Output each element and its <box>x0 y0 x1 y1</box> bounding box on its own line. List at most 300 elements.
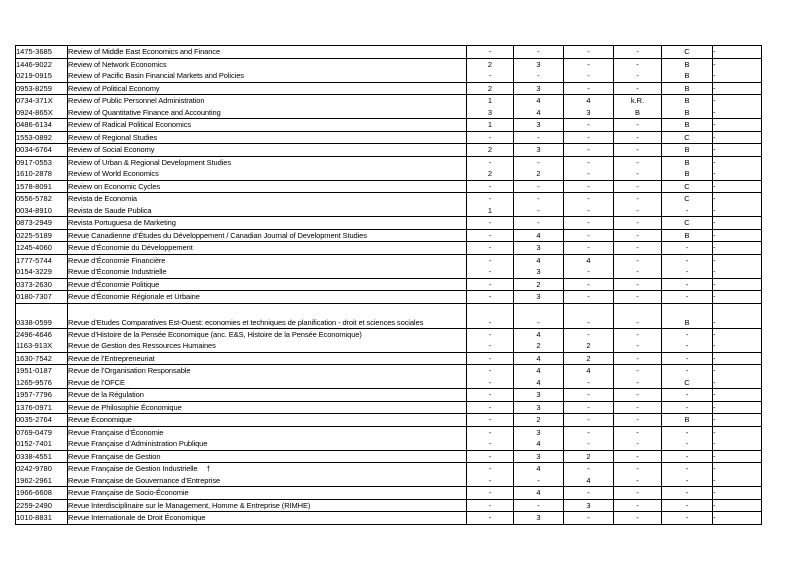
rating-5-cell: B <box>662 144 713 157</box>
journal-name-cell: Review of Social Economy <box>68 144 467 157</box>
rating-3-cell: - <box>564 487 614 500</box>
journal-name-cell: Review of Regional Studies <box>68 131 467 144</box>
rating-5-cell: - <box>662 254 713 266</box>
issn-cell: 0180-7307 <box>16 291 68 304</box>
issn-cell: 0734-371X <box>16 95 68 107</box>
issn-cell: 1245-4060 <box>16 242 68 255</box>
rating-1-cell: 2 <box>467 168 514 180</box>
issn-cell: 0917-0553 <box>16 156 68 168</box>
journal-name-cell: Revue de Philosophie Économique <box>68 401 467 414</box>
rating-3-cell: - <box>564 512 614 525</box>
rating-3-cell: - <box>564 291 614 304</box>
issn-cell: 0953-8259 <box>16 82 68 95</box>
rating-5-cell: - <box>662 426 713 438</box>
rating-2-cell: 4 <box>514 328 564 340</box>
rating-1-cell: - <box>467 352 514 365</box>
rating-5-cell: B <box>662 303 713 328</box>
rating-5-cell: C <box>662 46 713 59</box>
rating-1-cell: 1 <box>467 119 514 132</box>
rating-1-cell: - <box>467 512 514 525</box>
rating-5-cell: - <box>662 365 713 377</box>
rating-2-cell: 4 <box>514 365 564 377</box>
rating-3-cell: - <box>564 389 614 402</box>
table-row <box>16 58 762 70</box>
issn-cell: 0219-0915 <box>16 70 68 82</box>
rating-5-cell: B <box>662 58 713 70</box>
rating-1-cell: - <box>467 156 514 168</box>
rating-2-cell: - <box>514 499 564 512</box>
rating-6-cell: - <box>713 58 762 70</box>
issn-cell: 0035-2764 <box>16 414 68 427</box>
rating-4-cell: - <box>614 463 662 475</box>
rating-6-cell: - <box>713 70 762 82</box>
rating-6-cell: - <box>713 499 762 512</box>
rating-1-cell: - <box>467 365 514 377</box>
table-row <box>16 303 762 328</box>
issn-cell: 2259-2490 <box>16 499 68 512</box>
table-row <box>16 365 762 377</box>
issn-cell: 1163-913X <box>16 340 68 352</box>
journal-name-cell: Revue d’Économie Industrielle <box>68 266 467 278</box>
rating-6-cell: - <box>713 414 762 427</box>
rating-3-cell: - <box>564 328 614 340</box>
journal-name-cell: Revista de Saude Publica <box>68 205 467 217</box>
rating-6-cell: - <box>713 144 762 157</box>
issn-cell: 1610-2878 <box>16 168 68 180</box>
rating-1-cell: - <box>467 475 514 487</box>
rating-4-cell: - <box>614 475 662 487</box>
issn-cell: 1957-7796 <box>16 389 68 402</box>
rating-4-cell: - <box>614 414 662 427</box>
rating-1-cell: 2 <box>467 82 514 95</box>
rating-4-cell: - <box>614 365 662 377</box>
rating-4-cell: - <box>614 193 662 205</box>
rating-1-cell: - <box>467 180 514 193</box>
journal-name-cell: Revue de Gestion des Ressources Humaines <box>68 340 467 352</box>
rating-3-cell: - <box>564 426 614 438</box>
rating-4-cell: - <box>614 168 662 180</box>
rating-4-cell: - <box>614 217 662 230</box>
issn-cell: 1777-5744 <box>16 254 68 266</box>
journal-name-cell: Review of Radical Political Economics <box>68 119 467 132</box>
table-row <box>16 107 762 119</box>
rating-4-cell: - <box>614 254 662 266</box>
rating-5-cell: - <box>662 438 713 450</box>
rating-6-cell: - <box>713 426 762 438</box>
issn-cell: 1010-8831 <box>16 512 68 525</box>
issn-cell: 0034-8910 <box>16 205 68 217</box>
table-row <box>16 229 762 242</box>
issn-cell: 0154-3229 <box>16 266 68 278</box>
rating-5-cell: C <box>662 193 713 205</box>
rating-4-cell: - <box>614 377 662 389</box>
rating-5-cell: - <box>662 487 713 500</box>
rating-5-cell: B <box>662 156 713 168</box>
table-row <box>16 70 762 82</box>
rating-4-cell: - <box>614 82 662 95</box>
rating-1-cell: - <box>467 328 514 340</box>
rating-1-cell: - <box>467 438 514 450</box>
table-row <box>16 426 762 438</box>
rating-3-cell: - <box>564 46 614 59</box>
rating-3-cell: - <box>564 144 614 157</box>
rating-6-cell: - <box>713 217 762 230</box>
rating-3-cell: - <box>564 180 614 193</box>
journal-name-cell: Revue de l’Entrepreneuriat <box>68 352 467 365</box>
rating-6-cell: - <box>713 377 762 389</box>
journal-name-cell: Revue d’Économie Financière <box>68 254 467 266</box>
rating-2-cell: - <box>514 131 564 144</box>
journal-name-cell: Review of Urban & Regional Development Studies <box>68 156 467 168</box>
rating-5-cell: - <box>662 389 713 402</box>
issn-cell: 0373-2630 <box>16 278 68 291</box>
rating-6-cell: - <box>713 266 762 278</box>
rating-1-cell: - <box>467 193 514 205</box>
rating-5-cell: B <box>662 229 713 242</box>
rating-1-cell: - <box>467 401 514 414</box>
rating-3-cell: 4 <box>564 365 614 377</box>
journal-name-cell: Revue de l’OFCE <box>68 377 467 389</box>
table-row <box>16 291 762 304</box>
rating-1-cell: - <box>467 450 514 463</box>
rating-4-cell: - <box>614 70 662 82</box>
rating-3-cell: 2 <box>564 352 614 365</box>
rating-2-cell: 4 <box>514 95 564 107</box>
rating-3-cell: - <box>564 303 614 328</box>
rating-6-cell: - <box>713 242 762 255</box>
rating-3-cell: 3 <box>564 107 614 119</box>
rating-2-cell: - <box>514 46 564 59</box>
rating-4-cell: - <box>614 426 662 438</box>
table-row <box>16 131 762 144</box>
journal-name-cell: Review of Public Personnel Administration <box>68 95 467 107</box>
rating-3-cell: 3 <box>564 499 614 512</box>
rating-2-cell: - <box>514 205 564 217</box>
rating-2-cell: 4 <box>514 463 564 475</box>
rating-4-cell: - <box>614 46 662 59</box>
issn-cell: 1966-6608 <box>16 487 68 500</box>
rating-6-cell: - <box>713 107 762 119</box>
journal-name-cell: Revue Française d’Administration Publique <box>68 438 467 450</box>
journal-name-cell: Review on Economic Cycles <box>68 180 467 193</box>
journal-name-cell: Revue Française de Gestion Industrielle † <box>68 463 467 475</box>
rating-2-cell: 2 <box>514 414 564 427</box>
rating-1-cell: - <box>467 217 514 230</box>
rating-2-cell: 3 <box>514 291 564 304</box>
rating-1-cell: - <box>467 242 514 255</box>
rating-4-cell: - <box>614 229 662 242</box>
rating-3-cell: - <box>564 205 614 217</box>
rating-6-cell: - <box>713 438 762 450</box>
table-row <box>16 450 762 463</box>
rating-2-cell: 4 <box>514 254 564 266</box>
rating-6-cell: - <box>713 278 762 291</box>
journal-name-cell: Review of Pacific Basin Financial Markets and Policies <box>68 70 467 82</box>
rating-1-cell: - <box>467 340 514 352</box>
rating-6-cell: - <box>713 95 762 107</box>
issn-cell: 0152-7401 <box>16 438 68 450</box>
rating-5-cell: B <box>662 107 713 119</box>
rating-4-cell: - <box>614 389 662 402</box>
journal-name-cell: Revue de la Régulation <box>68 389 467 402</box>
table-row <box>16 217 762 230</box>
issn-cell: 1553-0892 <box>16 131 68 144</box>
rating-1-cell: - <box>467 377 514 389</box>
rating-1-cell: - <box>467 303 514 328</box>
rating-6-cell: - <box>713 512 762 525</box>
rating-1-cell: - <box>467 70 514 82</box>
rating-4-cell: B <box>614 107 662 119</box>
journal-name-cell: Revue d’Économie Politique <box>68 278 467 291</box>
rating-4-cell: - <box>614 352 662 365</box>
rating-4-cell: - <box>614 328 662 340</box>
table-row <box>16 487 762 500</box>
rating-2-cell: 3 <box>514 401 564 414</box>
rating-5-cell: - <box>662 401 713 414</box>
table-row <box>16 266 762 278</box>
rating-3-cell: - <box>564 156 614 168</box>
rating-5-cell: B <box>662 95 713 107</box>
rating-3-cell: - <box>564 119 614 132</box>
rating-6-cell: - <box>713 205 762 217</box>
rating-2-cell: 3 <box>514 426 564 438</box>
rating-1-cell: 3 <box>467 107 514 119</box>
journal-name-cell: Revue d’Etudes Comparatives Est-Ouest: economies et techniques de planification - droit et sciences sociales <box>68 303 467 328</box>
rating-4-cell: - <box>614 340 662 352</box>
rating-4-cell: - <box>614 242 662 255</box>
dagger-marker: † <box>206 464 211 474</box>
issn-cell: 0242-9780 <box>16 463 68 475</box>
rating-5-cell: - <box>662 291 713 304</box>
table-row <box>16 328 762 340</box>
rating-4-cell: - <box>614 438 662 450</box>
journal-name-cell: Review of Political Economy <box>68 82 467 95</box>
rating-2-cell: - <box>514 303 564 328</box>
rating-3-cell: - <box>564 58 614 70</box>
rating-5-cell: B <box>662 70 713 82</box>
rating-3-cell: - <box>564 401 614 414</box>
rating-1-cell: 2 <box>467 58 514 70</box>
rating-6-cell: - <box>713 450 762 463</box>
rating-2-cell: 4 <box>514 377 564 389</box>
issn-cell: 0034-6764 <box>16 144 68 157</box>
issn-cell: 1578-8091 <box>16 180 68 193</box>
rating-1-cell: - <box>467 426 514 438</box>
rating-3-cell: 2 <box>564 340 614 352</box>
journal-table-body <box>16 46 762 525</box>
journal-name-cell: Revue d’Histoire de la Pensée Economique (anc. E&S, Histoire de la Pensée Economique) <box>68 328 467 340</box>
table-row <box>16 82 762 95</box>
rating-1-cell: 2 <box>467 144 514 157</box>
journal-name-cell: Review of World Economics <box>68 168 467 180</box>
issn-cell: 0338-0599 <box>16 303 68 328</box>
rating-1-cell: 1 <box>467 95 514 107</box>
journal-name-cell: Revue Internationale de Droit Économique <box>68 512 467 525</box>
rating-6-cell: - <box>713 291 762 304</box>
rating-4-cell: - <box>614 450 662 463</box>
rating-3-cell: - <box>564 242 614 255</box>
rating-6-cell: - <box>713 193 762 205</box>
rating-6-cell: - <box>713 119 762 132</box>
issn-cell: 0769-0479 <box>16 426 68 438</box>
rating-3-cell: 4 <box>564 475 614 487</box>
rating-6-cell: - <box>713 352 762 365</box>
table-row <box>16 242 762 255</box>
issn-cell: 0225-5189 <box>16 229 68 242</box>
rating-2-cell: 3 <box>514 119 564 132</box>
rating-5-cell: C <box>662 377 713 389</box>
rating-6-cell: - <box>713 487 762 500</box>
rating-5-cell: C <box>662 180 713 193</box>
journal-name-cell: Revue d’Économie Régionale et Urbaine <box>68 291 467 304</box>
issn-cell: 1951-0187 <box>16 365 68 377</box>
rating-2-cell: - <box>514 475 564 487</box>
table-row <box>16 95 762 107</box>
table-row <box>16 144 762 157</box>
rating-6-cell: - <box>713 475 762 487</box>
rating-4-cell: - <box>614 58 662 70</box>
table-row <box>16 46 762 59</box>
issn-cell: 0924-865X <box>16 107 68 119</box>
rating-5-cell: - <box>662 328 713 340</box>
journal-name-cell: Revista Portuguesa de Marketing <box>68 217 467 230</box>
table-row <box>16 389 762 402</box>
rating-3-cell: - <box>564 266 614 278</box>
rating-1-cell: - <box>467 46 514 59</box>
journal-name-cell: Revista de Economia <box>68 193 467 205</box>
rating-5-cell: - <box>662 450 713 463</box>
table-row <box>16 119 762 132</box>
rating-2-cell: 2 <box>514 340 564 352</box>
rating-2-cell: 4 <box>514 438 564 450</box>
journal-name-cell: Revue Économique <box>68 414 467 427</box>
rating-6-cell: - <box>713 340 762 352</box>
table-row <box>16 352 762 365</box>
rating-2-cell: - <box>514 217 564 230</box>
journal-name-cell: Revue Française de Gouvernance d’Entreprise <box>68 475 467 487</box>
rating-3-cell: - <box>564 414 614 427</box>
rating-5-cell: - <box>662 352 713 365</box>
journal-name-cell: Revue Française d’Économie <box>68 426 467 438</box>
rating-4-cell: - <box>614 512 662 525</box>
rating-6-cell: - <box>713 46 762 59</box>
rating-3-cell: - <box>564 131 614 144</box>
rating-6-cell: - <box>713 254 762 266</box>
issn-cell: 1475-3685 <box>16 46 68 59</box>
rating-5-cell: B <box>662 168 713 180</box>
rating-4-cell: - <box>614 266 662 278</box>
rating-5-cell: - <box>662 463 713 475</box>
rating-4-cell: - <box>614 291 662 304</box>
rating-2-cell: 4 <box>514 352 564 365</box>
rating-6-cell: - <box>713 303 762 328</box>
rating-3-cell: - <box>564 70 614 82</box>
issn-cell: 0486-6134 <box>16 119 68 132</box>
table-row <box>16 340 762 352</box>
rating-6-cell: - <box>713 156 762 168</box>
rating-2-cell: 3 <box>514 58 564 70</box>
rating-2-cell: 3 <box>514 82 564 95</box>
rating-5-cell: B <box>662 119 713 132</box>
rating-1-cell: - <box>467 266 514 278</box>
rating-1-cell: - <box>467 487 514 500</box>
rating-2-cell: - <box>514 180 564 193</box>
table-row <box>16 401 762 414</box>
rating-6-cell: - <box>713 180 762 193</box>
journal-name-cell: Revue Française de Socio-Économie <box>68 487 467 500</box>
journal-name-cell: Revue Canadienne d’Études du Développement / Canadian Journal of Development Studies <box>68 229 467 242</box>
rating-4-cell: - <box>614 487 662 500</box>
rating-6-cell: - <box>713 401 762 414</box>
rating-1-cell: - <box>467 499 514 512</box>
rating-4-cell: k.R. <box>614 95 662 107</box>
table-row <box>16 156 762 168</box>
rating-4-cell: - <box>614 144 662 157</box>
rating-3-cell: - <box>564 168 614 180</box>
issn-cell: 1446-9022 <box>16 58 68 70</box>
journal-name-cell: Review of Network Economics <box>68 58 467 70</box>
issn-cell: 1376-0971 <box>16 401 68 414</box>
rating-2-cell: 3 <box>514 512 564 525</box>
rating-1-cell: - <box>467 389 514 402</box>
rating-3-cell: - <box>564 82 614 95</box>
journal-ranking-table <box>15 45 762 525</box>
rating-3-cell: - <box>564 438 614 450</box>
table-row <box>16 278 762 291</box>
rating-2-cell: - <box>514 70 564 82</box>
rating-3-cell: - <box>564 377 614 389</box>
issn-cell: 1265-9576 <box>16 377 68 389</box>
rating-6-cell: - <box>713 131 762 144</box>
rating-1-cell: - <box>467 463 514 475</box>
rating-5-cell: C <box>662 217 713 230</box>
table-row <box>16 499 762 512</box>
rating-2-cell: 2 <box>514 168 564 180</box>
rating-2-cell: 3 <box>514 242 564 255</box>
rating-2-cell: - <box>514 193 564 205</box>
rating-5-cell: - <box>662 205 713 217</box>
rating-5-cell: - <box>662 512 713 525</box>
table-row <box>16 168 762 180</box>
journal-name-cell: Revue Française de Gestion <box>68 450 467 463</box>
rating-1-cell: - <box>467 254 514 266</box>
rating-6-cell: - <box>713 389 762 402</box>
issn-cell: 0873-2949 <box>16 217 68 230</box>
rating-1-cell: 1 <box>467 205 514 217</box>
rating-3-cell: 4 <box>564 254 614 266</box>
rating-5-cell: - <box>662 242 713 255</box>
rating-6-cell: - <box>713 328 762 340</box>
journal-name-cell: Revue Interdisciplinaire sur le Management, Homme & Entreprise (RIMHE) <box>68 499 467 512</box>
rating-2-cell: 3 <box>514 144 564 157</box>
table-row <box>16 463 762 475</box>
rating-2-cell: 3 <box>514 389 564 402</box>
table-row <box>16 205 762 217</box>
table-row <box>16 475 762 487</box>
rating-5-cell: B <box>662 414 713 427</box>
rating-1-cell: - <box>467 278 514 291</box>
rating-4-cell: - <box>614 401 662 414</box>
rating-4-cell: - <box>614 180 662 193</box>
rating-5-cell: - <box>662 278 713 291</box>
rating-2-cell: 3 <box>514 450 564 463</box>
rating-3-cell: - <box>564 217 614 230</box>
rating-2-cell: 4 <box>514 107 564 119</box>
rating-3-cell: 2 <box>564 450 614 463</box>
rating-6-cell: - <box>713 229 762 242</box>
rating-2-cell: 4 <box>514 487 564 500</box>
rating-4-cell: - <box>614 278 662 291</box>
